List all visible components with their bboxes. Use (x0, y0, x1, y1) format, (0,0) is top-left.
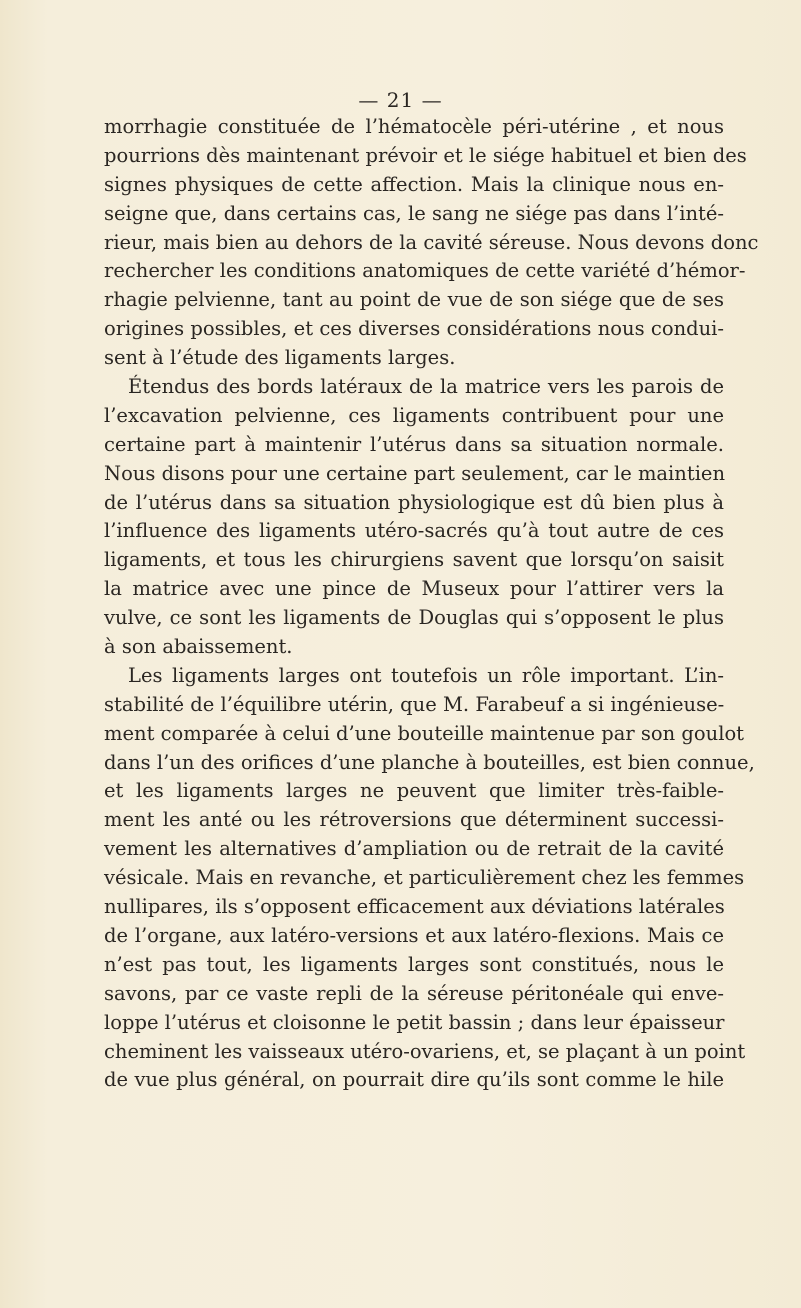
text-line: rieur, mais bien au dehors de la cavité séreuse. Nous devons donc (104, 230, 759, 254)
text-line: stabilité de l’équilibre utérin, que M. Farabeuf a si ingénieuse- (104, 692, 725, 716)
text-line: dans l’un des orifices d’une planche à bouteilles, est bien connue, (104, 750, 755, 774)
text-line: n’est pas tout, les ligaments larges sont constitués, nous le (104, 952, 724, 976)
text-line: seigne que, dans certains cas, le sang ne siége pas dans l’inté- (104, 201, 724, 225)
text-line: Étendus des bords latéraux de la matrice vers les parois de (128, 375, 724, 399)
text-line: l’excavation pelvienne, ces ligaments contribuent pour une (104, 403, 724, 427)
text-line: Les ligaments larges ont toutefois un rôle important. L’in- (128, 663, 724, 687)
text-line: et les ligaments larges ne peuvent que limiter très-faible- (104, 779, 724, 803)
text-line: ligaments, et tous les chirurgiens savent que lorsqu’on saisit (104, 548, 724, 572)
text-line: Nous disons pour une certaine part seulement, car le maintien (104, 461, 726, 485)
text-line: nullipares, ils s’opposent efficacement aux déviations latérales (104, 895, 725, 919)
text-line: vésicale. Mais en revanche, et particulièrement chez les femmes (104, 866, 745, 890)
body-text (104, 113, 759, 1095)
text-line: morrhagie constituée de l’hématocèle péri-utérine , et nous (104, 115, 724, 138)
text-line: à son abaissement. (104, 635, 293, 659)
text-line: l’influence des ligaments utéro-sacrés qu’à tout autre de ces (104, 519, 724, 543)
text-line: vement les alternatives d’ampliation ou de retrait de la cavité (104, 837, 724, 861)
text-line: la matrice avec une pince de Museux pour l’attirer vers la (104, 577, 724, 601)
text-line: vulve, ce sont les ligaments de Douglas qui s’opposent le plus (104, 606, 724, 630)
page-number: — 21 — (358, 88, 443, 112)
text-line: de l’organe, aux latéro-versions et aux latéro-flexions. Mais ce (104, 923, 724, 947)
text-line: certaine part à maintenir l’utérus dans sa situation normale. (104, 432, 724, 456)
text-line: savons, par ce vaste repli de la séreuse péritonéale qui enve- (104, 981, 724, 1005)
text-line: rechercher les conditions anatomiques de cette variété d’hémor- (104, 259, 746, 283)
text-line: ment les anté ou les rétroversions que déterminent successi- (104, 808, 724, 832)
text-line: cheminent les vaisseaux utéro-ovariens, et, se plaçant à un point (104, 1039, 746, 1063)
text-line: ment comparée à celui d’une bouteille maintenue par son goulot (104, 721, 745, 745)
text-line: loppe l’utérus et cloisonne le petit bassin ; dans leur épaisseur (104, 1010, 725, 1034)
text-line: pourrions dès maintenant prévoir et le siége habituel et bien des (104, 143, 747, 167)
text-line: rhagie pelvienne, tant au point de vue de son siége que de ses (104, 288, 724, 312)
text-line: sent à l’étude des ligaments larges. (104, 346, 456, 370)
text-line: origines possibles, et ces diverses considérations nous condui- (104, 317, 724, 341)
text-line: signes physiques de cette affection. Mais la clinique nous en- (104, 172, 724, 196)
text-line: de l’utérus dans sa situation physiologique est dû bien plus à (104, 490, 724, 514)
text-line: de vue plus général, on pourrait dire qu’ils sont comme le hile (104, 1068, 724, 1092)
